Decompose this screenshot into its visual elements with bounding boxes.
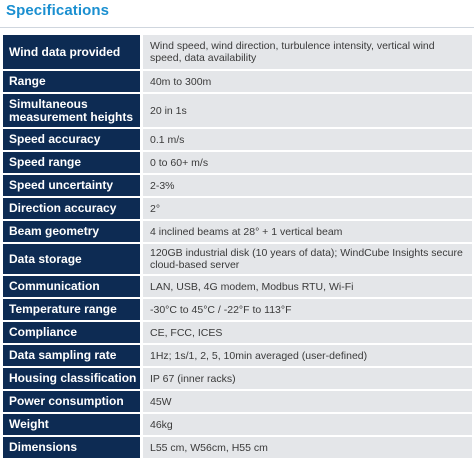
table-row (3, 299, 472, 320)
spec-label: Speed range (3, 152, 143, 173)
specifications-table (3, 33, 472, 460)
spec-value: 2-3% (143, 175, 472, 196)
table-row (3, 221, 472, 242)
table-row (3, 35, 472, 69)
spec-label: Dimensions (3, 437, 143, 458)
spec-label: Temperature range (3, 299, 143, 320)
spec-value: IP 67 (inner racks) (143, 368, 472, 389)
spec-value: 120GB industrial disk (10 years of data); WindCube Insights secure cloud-based server (143, 244, 472, 274)
table-row (3, 414, 472, 435)
table-row (3, 437, 472, 458)
table-row (3, 175, 472, 196)
table-row (3, 94, 472, 127)
spec-value: CE, FCC, ICES (143, 322, 472, 343)
page-title: Specifications (6, 2, 110, 19)
spec-label: Housing classification (3, 368, 143, 389)
spec-label: Data storage (3, 244, 143, 274)
spec-label: Weight (3, 414, 143, 435)
table-row (3, 129, 472, 150)
spec-value: LAN, USB, 4G modem, Modbus RTU, Wi-Fi (143, 276, 472, 297)
table-row (3, 152, 472, 173)
spec-label: Direction accuracy (3, 198, 143, 219)
title-divider (0, 27, 474, 28)
table-row (3, 198, 472, 219)
spec-label: Speed accuracy (3, 129, 143, 150)
spec-label: Speed uncertainty (3, 175, 143, 196)
spec-label: Compliance (3, 322, 143, 343)
spec-value: 4 inclined beams at 28° + 1 vertical beam (143, 221, 472, 242)
spec-label: Data sampling rate (3, 345, 143, 366)
spec-value: 0.1 m/s (143, 129, 472, 150)
table-row (3, 391, 472, 412)
spec-value: 2° (143, 198, 472, 219)
spec-value: Wind speed, wind direction, turbulence intensity, vertical wind speed, data availability (143, 35, 472, 69)
spec-label: Power consumption (3, 391, 143, 412)
spec-value: 20 in 1s (143, 94, 472, 127)
spec-value: L55 cm, W56cm, H55 cm (143, 437, 472, 458)
spec-label: Range (3, 71, 143, 92)
table-row (3, 244, 472, 274)
spec-label: Beam geometry (3, 221, 143, 242)
table-row (3, 71, 472, 92)
spec-label: Wind data provided (3, 35, 143, 69)
spec-label: Simultaneous measurement heights (3, 94, 143, 127)
spec-value: 46kg (143, 414, 472, 435)
spec-value: 45W (143, 391, 472, 412)
table-row (3, 368, 472, 389)
table-row (3, 276, 472, 297)
table-row (3, 345, 472, 366)
spec-label: Communication (3, 276, 143, 297)
spec-value: -30°C to 45°C / -22°F to 113°F (143, 299, 472, 320)
spec-value: 0 to 60+ m/s (143, 152, 472, 173)
spec-value: 40m to 300m (143, 71, 472, 92)
spec-value: 1Hz; 1s/1, 2, 5, 10min averaged (user-defined) (143, 345, 472, 366)
table-row (3, 322, 472, 343)
